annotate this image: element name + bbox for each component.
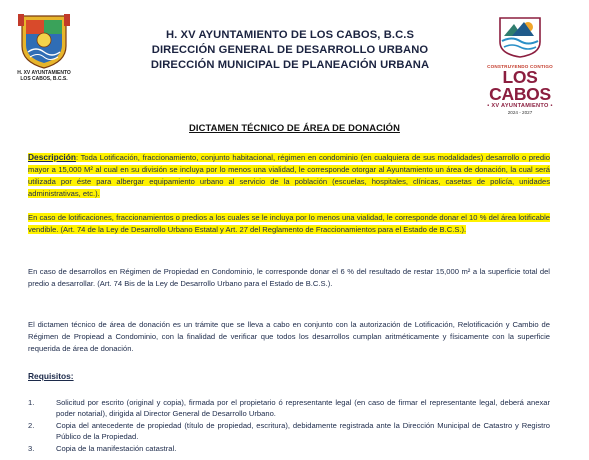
right-logo-tagline: CONSTRUYENDO CONTIGO (487, 64, 553, 69)
left-logo-caption-1: H. XV AYUNTAMIENTO (17, 70, 71, 76)
list-item-text: Solicitud por escrito (original y copia), firmada por el propietario ó representante legal (en caso de firmar el representante legal, deberá anexar poder notarial), dirigida al Director General de Desarrollo Urbano. (56, 398, 550, 418)
document-title: DICTAMEN TÉCNICO DE ÁREA DE DONACIÓN (189, 122, 400, 133)
description-label: Descripción (28, 152, 76, 162)
list-item-text: Copia de la manifestación catastral. (56, 444, 177, 453)
description-highlight (28, 153, 550, 198)
header-line-1: H. XV AYUNTAMIENTO DE LOS CABOS, B.C.S (165, 29, 415, 41)
coat-of-arms-icon (14, 12, 74, 70)
description-text: : Toda Lotificación, fraccionamiento, conjunto habitacional, régimen en condominio (en cualquiera de sus modalidades) desarrollo o predio mayor a 15,000 M² al cual en su división se incluya por lo menos una vialidad, le corresponde otorgar al Ayuntamiento un área de donación, la cual será utilizada por éste para albergar equipamiento urbano al servicio de la población (escuelas, hospitales, clínicas, casetas de policía, unidades administrativas, etc.). (28, 153, 550, 198)
description-paragraph (28, 151, 550, 200)
requirements-list (28, 397, 550, 455)
list-item-text: Copia del antecedente de propiedad (título de propiedad, escritura), debidamente registrada ante la Dirección Municipal de Catastro y Registro Público de la Propiedad. (56, 421, 550, 441)
list-item (28, 443, 550, 454)
requirements-heading: Requisitos: (28, 371, 74, 381)
header-line-3: DIRECCIÓN MUNICIPAL DE PLANEACIÓN URBANA (150, 59, 430, 71)
list-item (28, 397, 550, 419)
los-cabos-emblem-icon (494, 14, 546, 58)
lotification-paragraph (28, 212, 550, 236)
right-logo-years: 2024 - 2027 (507, 110, 533, 115)
right-logo-brand: LOS CABOS (489, 67, 551, 104)
procedure-paragraph: El dictamen técnico de área de donación es un trámite que se lleva a cabo en conjunto con la autorización de Lotificación, Relotificación y Cambio de Régimen de Propiead a Condominio, con la finalidad de verificar que todos los desarrollos cumplan aritméticamente y físicamente con la superficie requerida de área de donación. (28, 320, 550, 353)
header-line-2: DIRECCIÓN GENERAL DE DESARROLLO URBANO (151, 44, 429, 56)
left-logo-caption-2: LOS CABOS, B.C.S. (20, 76, 68, 82)
list-item (28, 420, 550, 442)
header-titles (100, 28, 480, 73)
los-cabos-logo (470, 14, 570, 115)
list-item-number: 2. (28, 421, 35, 430)
right-logo-subtitle: • XV AYUNTAMIENTO • (487, 103, 553, 109)
condominium-paragraph: En caso de desarrollos en Régimen de Propiedad en Condominio, le corresponde donar el 6 % del resultado de restar 15,000 m² a la superficie total del predio a desarrollar. (Art. 74 Bis de la Ley de Desarrollo Urbano para el Estado de B.C.S.). (28, 267, 550, 288)
lotification-text: En caso de lotificaciones, fraccionamientos o predios a los cuales se le incluya por lo menos una vialidad, le corresponde donar el 10 % del área lotificable vendible. (Art. 74 de la Ley de Desarrollo Urbano Estatal y Art. 27 del Reglamento de Fraccionamientos para el Estado de B.C.S.). (28, 213, 550, 234)
coat-of-arms-logo (14, 12, 74, 82)
list-item-number: 1. (28, 398, 35, 407)
list-item-number: 3. (28, 444, 35, 453)
